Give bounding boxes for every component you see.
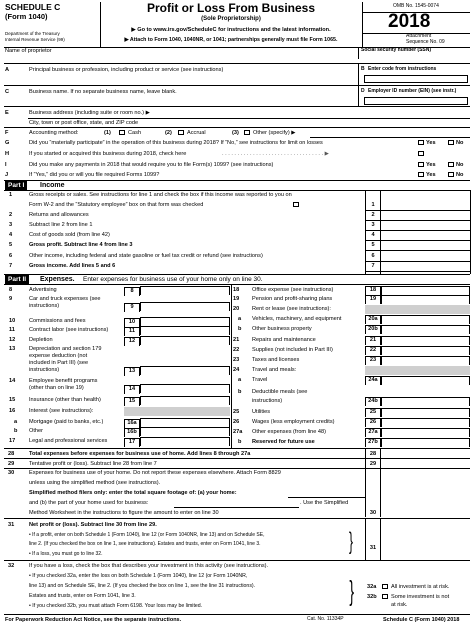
i-no-label: No <box>456 162 464 168</box>
part1-line-text: Gross receipts or sales. See instructions for line 1 and check the box if this income was reported to you on <box>29 192 292 198</box>
row-divider <box>365 271 470 272</box>
part2-label: Part II <box>5 275 29 284</box>
part2-line-number: a <box>14 419 18 425</box>
part2-line-number: 14 <box>9 378 16 384</box>
line-e-letter: E <box>5 110 9 116</box>
part1-box-label: 2 <box>371 212 375 218</box>
part2-amount-field[interactable] <box>381 376 470 385</box>
part2-line-number: 25 <box>233 409 240 415</box>
g-yes-label: Yes <box>426 140 436 146</box>
part2-line-number: b <box>238 326 242 332</box>
part1-line-number: 6 <box>9 253 13 259</box>
goto-instructions: ▶ Go to www.irs.gov/ScheduleC for instructions and the latest information. <box>131 27 331 33</box>
part2-amount-field[interactable] <box>381 325 470 334</box>
part2-box-label: 24b <box>365 397 381 406</box>
part2-line-text: Mortgage (paid to banks, etc.) <box>29 419 104 425</box>
part2-line-text: Travel and meals: <box>252 367 297 373</box>
part2-line-text: Car and truck expenses (see <box>29 296 101 302</box>
part2-line-text: Pension and profit-sharing plans <box>252 296 333 302</box>
line-31-amount[interactable] <box>381 544 469 552</box>
part2-line-text-cont: expense deduction (not <box>29 353 88 359</box>
part2-box-label: 16b <box>124 428 140 437</box>
part1-amount-field[interactable] <box>381 241 469 249</box>
i-no-checkbox[interactable] <box>448 162 454 167</box>
part1-line-number: 7 <box>9 263 13 269</box>
g-no-label: No <box>456 140 464 146</box>
part1-box-label: 6 <box>371 253 375 259</box>
j-yes-label: Yes <box>426 172 436 178</box>
part2-box-label: 13 <box>124 367 140 376</box>
line-32b-label: 32b <box>367 594 377 600</box>
accounting-method-label: Accounting method: <box>29 130 79 136</box>
part2-line-text: Other expenses (from line 48) <box>252 429 326 435</box>
line-f-letter: F <box>5 130 9 136</box>
part2-amount-field[interactable] <box>140 326 230 335</box>
part1-line-text: Gross income. Add lines 5 and 6 <box>29 263 116 269</box>
row-divider <box>365 250 470 251</box>
part2-line-number: 13 <box>9 346 16 352</box>
g-no-checkbox[interactable] <box>448 140 454 145</box>
part2-line-text: Employee benefit programs <box>29 378 98 384</box>
part1-line-text-cont: Form W-2 and the “Statutory employee” box on that form was checked <box>29 202 204 208</box>
part2-line-text: Depletion <box>29 337 53 343</box>
part2-amount-field[interactable] <box>140 366 230 375</box>
line-j-letter: J <box>5 172 9 178</box>
part2-line-number: 19 <box>233 296 240 302</box>
dept-label: Department of the Treasury <box>5 31 60 36</box>
line-31-text1: Net profit or (loss). Subtract line 30 from line 29. <box>29 522 157 528</box>
line-h-letter: H <box>5 151 10 157</box>
part2-amount-field[interactable] <box>381 356 470 365</box>
part1-line-text: Cost of goods sold (from line 42) <box>29 232 110 238</box>
part2-line-number: 15 <box>9 397 16 403</box>
part2-amount-field[interactable] <box>140 384 230 393</box>
part2-line-text: Contract labor (see instructions) <box>29 327 109 333</box>
line-30-text3: Simplified method filers only: enter the total square footage of: (a) your home: <box>29 490 237 496</box>
proprietor-label: Name of proprietor <box>5 48 52 54</box>
j-no-label: No <box>456 172 464 178</box>
part2-line-text: Supplies (not included in Part III) <box>252 347 333 353</box>
part2-amount-field[interactable] <box>140 437 230 446</box>
part2-amount-field[interactable] <box>381 336 470 345</box>
line-32b-text1: Some investment is not <box>391 594 450 600</box>
part2-line-number: 28 <box>8 451 15 457</box>
principal-business-field[interactable] <box>28 75 354 83</box>
part2-line-text: Reserved for future use <box>252 439 315 445</box>
part2-amount-field[interactable] <box>381 438 470 447</box>
part2-line-number: a <box>238 377 242 383</box>
part2-box-label: 25 <box>365 408 381 417</box>
part2-line-text: Utilities <box>252 409 271 415</box>
proprietor-name-field[interactable] <box>5 54 355 62</box>
part2-line-number: 16 <box>9 408 16 414</box>
part1-line-number: 4 <box>9 232 13 238</box>
part2-box-label: 12 <box>124 337 140 346</box>
line-e-text: Business address (including suite or room no.) ▶ <box>29 110 150 116</box>
attachment-label: Attachment <box>406 33 432 39</box>
line-a-text: Principal business or profession, including product or service (see instructions) <box>29 67 224 73</box>
part2-amount-field[interactable] <box>381 408 470 417</box>
part2-amount-field[interactable] <box>140 286 230 295</box>
line-32-number: 32 <box>8 563 15 569</box>
business-code-field[interactable] <box>364 75 468 83</box>
part2-line-text: Vehicles, machinery, and equipment <box>252 316 342 322</box>
part2-amount-field[interactable] <box>381 418 470 427</box>
part2-line-text-cont: included in Part III) (see <box>29 360 89 366</box>
part2-line-text: Interest (see instructions): <box>29 408 94 414</box>
part2-line-number: 11 <box>9 327 15 333</box>
part2-line-text: Repairs and maintenance <box>252 337 316 343</box>
part1-amount-field[interactable] <box>381 201 469 209</box>
g-yes-checkbox[interactable] <box>418 140 424 145</box>
tax-year: 2018 <box>388 11 431 32</box>
part2-amount-field[interactable] <box>381 397 470 406</box>
at-risk-all-checkbox[interactable] <box>382 584 388 589</box>
part1-box-label: 1 <box>371 202 375 208</box>
accrual-checkbox[interactable] <box>178 130 184 135</box>
line-32-text2: • If you checked 32a, enter the loss on both Schedule 1 (Form 1040), line 12 (or Form 1040NR, <box>29 573 248 579</box>
line-e-city-text: City, town or post office, state, and ZIP code <box>29 120 139 126</box>
form-subtitle: (Sole Proprietorship) <box>201 16 261 22</box>
part2-amount-field[interactable] <box>381 346 470 355</box>
line-c-letter: C <box>5 89 10 95</box>
part2-line-number: 8 <box>9 287 13 293</box>
part2-line-number: 18 <box>233 287 240 293</box>
form-label: (Form 1040) <box>5 12 48 21</box>
line-h-text: If you started or acquired this business during 2018, check here <box>29 151 187 157</box>
part2-box-label: 28 <box>369 451 377 457</box>
part2-amount-field[interactable] <box>381 286 470 295</box>
part2-amount-field[interactable] <box>140 396 230 405</box>
part2-line-text: Commissions and fees <box>29 318 86 324</box>
part1-box-label: 7 <box>371 263 375 269</box>
gray-cell <box>365 305 470 314</box>
part2-box-label: 24a <box>365 376 381 385</box>
part2-line-number: 26 <box>233 419 240 425</box>
line-31-text4: • If a loss, you must go to line 32. <box>29 551 103 557</box>
part2-line-text: Other business property <box>252 326 312 332</box>
part2-amount-field[interactable] <box>381 460 469 468</box>
part2-box-label: 21 <box>365 336 381 345</box>
part1-box-label: 4 <box>371 232 375 238</box>
part2-box-label: 19 <box>365 295 381 304</box>
option-3-label: (3) <box>232 130 239 136</box>
part2-box-label: 17 <box>124 438 140 447</box>
catalog-number: Cat. No. 11334P <box>307 616 344 622</box>
gray-cell <box>124 407 230 416</box>
option-2-label: (2) <box>165 130 172 136</box>
part2-box-label: 14 <box>124 385 140 394</box>
other-method-checkbox[interactable] <box>244 130 250 135</box>
part2-line-text: Deductible meals (see <box>252 389 308 395</box>
part2-line-text: Travel <box>252 377 268 383</box>
line-i-text: Did you make any payments in 2018 that would require you to file Form(s) 1099? (see instructions) <box>29 162 274 168</box>
part2-amount-field[interactable] <box>381 428 470 437</box>
h-checkbox[interactable] <box>418 151 424 156</box>
part2-line-text: Office expense (see instructions) <box>252 287 334 293</box>
line-32-text1: If you have a loss, check the box that describes your investment in this activity (see instructions). <box>29 563 269 569</box>
line-30-number: 30 <box>8 470 15 476</box>
part2-amount-field[interactable] <box>381 450 469 458</box>
part2-amount-field[interactable] <box>140 336 230 345</box>
part1-amount-field[interactable] <box>381 262 469 270</box>
part2-line-text-cont: (other than on line 19) <box>29 385 84 391</box>
ssn-field[interactable] <box>360 54 470 62</box>
part2-line-number: 21 <box>233 337 240 343</box>
part2-amount-field[interactable] <box>140 427 230 436</box>
line-32b-text2: at risk. <box>391 602 408 608</box>
line-b-letter: B <box>361 66 365 72</box>
line-31-text3: line 2. (If you checked the box on line 1, see instructions). Estates and trusts, enter on Form 1041, line 3. <box>29 541 261 547</box>
schedule-label: SCHEDULE C <box>5 2 61 12</box>
line-32-text4: Estates and trusts, enter on Form 1041, line 3. <box>29 593 136 599</box>
part2-box-label: 20b <box>365 325 381 334</box>
statutory-employee-checkbox[interactable] <box>293 202 299 207</box>
part2-line-number: b <box>238 439 242 445</box>
line-31-number: 31 <box>8 522 15 528</box>
part2-line-text: Wages (less employment credits) <box>252 419 335 425</box>
ein-field[interactable] <box>364 97 468 105</box>
part2-line-text: Total expenses before expenses for business use of home. Add lines 8 through 27a <box>29 451 251 457</box>
part2-box-label: 9 <box>124 303 140 312</box>
part2-subtitle: Enter expenses for business use of your home only on line 30. <box>83 276 263 283</box>
part1-box-label: 5 <box>371 242 375 248</box>
part2-box-label: 26 <box>365 418 381 427</box>
line-a-letter: A <box>5 67 10 73</box>
part2-amount-field[interactable] <box>140 418 230 427</box>
part1-line-text: Other income, including federal and state gasoline or fuel tax credit or refund (see instructions) <box>29 253 263 259</box>
line-30-text4: and (b) the part of your home used for business: <box>29 500 149 506</box>
part1-amount-field[interactable] <box>381 252 469 260</box>
part2-line-number: a <box>238 316 242 322</box>
part2-box-label: 16a <box>124 419 140 428</box>
line-g-letter: G <box>5 140 10 146</box>
part2-line-number: 27a <box>233 429 243 435</box>
i-yes-checkbox[interactable] <box>418 162 424 167</box>
line-30-text2: unless using the simplified method (see instructions). <box>29 480 161 486</box>
cash-checkbox[interactable] <box>119 130 125 135</box>
other-method-label: Other (specify) ▶ <box>253 130 296 136</box>
line-30-box-label: 30 <box>369 510 377 516</box>
line-j-text: If “Yes,” did you or will you file required Forms 1099? <box>29 172 160 178</box>
line-g-text: Did you “materially participate” in the operation of this business during 2018? If “No,” see instructions for limit on losses <box>29 140 323 146</box>
ssn-label: Social security number (SSN) <box>361 47 432 53</box>
line-32a-label: 32a <box>367 584 377 590</box>
part2-line-number: 23 <box>233 357 240 363</box>
part2-box-label: 10 <box>124 318 140 327</box>
line-b-text: Enter code from instructions <box>368 66 437 72</box>
part2-line-number: 29 <box>8 461 15 467</box>
i-yes-label: Yes <box>426 162 436 168</box>
part1-line-number: 5 <box>9 242 13 248</box>
part2-line-text-cont: instructions) <box>252 398 283 404</box>
footer-form-id: Schedule C (Form 1040) 2018 <box>383 617 460 623</box>
part2-line-number: 20 <box>233 306 240 312</box>
line-32-text5: • If you checked 32b, you must attach Form 6198. Your loss may be limited. <box>29 603 203 609</box>
line-30-text5: Method Worksheet in the instructions to figure the amount to enter on line 30 <box>29 510 219 516</box>
part2-line-number: 24 <box>233 367 240 373</box>
part2-amount-field[interactable] <box>381 295 470 304</box>
part1-line-number: 3 <box>9 222 13 228</box>
part2-line-text-cont: instructions) <box>29 303 60 309</box>
attach-instructions: ▶ Attach to Form 1040, 1040NR, or 1041; partnerships generally must file Form 1065. <box>124 37 338 43</box>
part1-line-number: 2 <box>9 212 13 218</box>
part2-amount-field[interactable] <box>140 317 230 326</box>
part2-line-text: Other <box>29 428 43 434</box>
line-31-box-label: 31 <box>369 545 377 551</box>
part1-label: Part I <box>5 181 27 190</box>
part2-box-label: 23 <box>365 356 381 365</box>
part2-line-number: b <box>238 389 242 395</box>
option-1-label: (1) <box>104 130 111 136</box>
part1-amount-field[interactable] <box>381 231 469 239</box>
part2-line-text: Legal and professional services <box>29 438 108 444</box>
part2-box-label: 22 <box>365 346 381 355</box>
part1-title: Income <box>40 182 65 189</box>
part1-amount-field[interactable] <box>381 211 469 219</box>
schedule-c-form: SCHEDULE C (Form 1040) Department of the Treasury Internal Revenue Service (99) Profit or Loss From Business (Sole Proprietorship) ▶ Go to www.irs.gov/ScheduleC for instructions and the latest information. ▶ Attach to Form 1040, 1040NR, or 1041; partnerships generally must file Form 1065. OMB No. 1545-0074 2018 Attachment Sequence No. 09 Name of proprietor Social security number (SSN) A Principal business or profession, including product or service (see instructions) B Enter code from instructions C Business name. If no separate business name, leave blank. D Employer ID number (EIN) (see instr.) E Business address (including suite or room no.) ▶ City, town or post office, state, and ZIP code F Accounting method: (1) Cash (2) Accrual (3) Other (specify) ▶ G Did you “materially participate” in the operation of this business during 2018? If “No,” see instructions for limit on losses Yes No H If you started or acquired this business during 2018, check here . . . . . . . . . . . . . . . . . . . . . . . . . . . . . . . . . ▶ I Did you make any payments in 2018 that would require you to file Form(s) 1099? (see instructions) Yes No J If “Yes,” did you or will you file required Forms 1099? Yes No Part I Income 1 Gross receipts or sales. See instructions for line 1 and check the box if this income was reported to you on Form W-2 and the “Statutory employee” box on that form was checked 1 2 Returns and allowances 2 3 Subtract line 2 from line 1 3 4 Cost of goods sold (from line 42) 4 5 Gross profit. Subtract line 4 from line 3 5 6 Other income, including federal and state gasoline or fuel tax credit or refund (see instructions) 6 7 Gross income. Add lines 5 and 6 7 Part II Expenses. Enter expenses for business use of your home only on line 30. 8 Advertising 8 9 Car and truck expenses (see instructions) 9 10 Commissions and fees 10 11 Contract labor (see instructions) 11 12 Depletion 12 13 Depreciation and section 179 expense deduction (not included in Part III) (see instructions) 13 14 Employee benefit programs (other than on line 19) 14 15 Insurance (other than health) 15 16 Interest (see instructions): a Mortgage (paid to banks, etc.) 16a b Other 16b 17 Legal and professional services 17 18 Office expense (see instructions) 18 19 Pension and profit-sharing plans 19 20 Rent or lease (see instructions): a Vehicles, machinery, and equipment 20a b Other business property 20b 21 Repairs and maintenance 21 22 Supplies (not included in Part III) 22 23 Taxes and licenses 23 24 Travel and meals: a Travel 24a b Deductible meals (see instructions) 24b 25 Utilities 25 26 Wages (less employment credits) 26 27a Other expenses (from line 48) 27a b Reserved for future use 27b 28 Total expenses before expenses for business use of home. Add lines 8 through 27a 28 29 Tentative profit or (loss). Subtract line 28 from line 7 29 30 Expenses for business use of your home. Do not report these expenses elsewhere. Attach Form 8829 unless using the simplified method (see instructions). Simplified method filers only: enter the total square footage of: (a) your home: and (b) the part of your home used for business: . Use the Simplified Method Worksheet in the instructions to figure the amount to enter on line 30 30 31 Net profit or (loss). Subtract line 30 from line 29. • If a profit, enter on both Schedule 1 (Form 1040), line 12 (or Form 1040NR, line 13) and on Schedule SE, line 2. (If you checked the box on line 1, see instructions). Estates and trusts, enter on Form 1041, line 3. • If a loss, you must go to line 32. } 31 32 If you have a loss, check the box that describes your investment in this activity (see instructions). • If you checked 32a, enter the loss on both Schedule 1 (Form 1040), line 12 (or Form 1040NR, line 13) and on Schedule SE, line 2. (If you checked the box on line 1, see the line 31 instructions). Estates and trusts, enter on Form 1041, line 3. • If you checked 32b, you must attach Form 6198. Your loss may be limited. } 32a All investment is at risk. 32b Some investment is not at risk. For Paperwork Reduction Act Notice, see the separate instructions. Cat. No. 11334P Schedule C (Form 1040) 2018 <box>0 0 474 629</box>
cash-label: Cash <box>128 130 142 136</box>
line-30-text1: Expenses for business use of your home. Do not report these expenses elsewhere. Attach Form 8829 <box>29 470 281 476</box>
part2-line-number: 10 <box>9 318 16 324</box>
part2-amount-field[interactable] <box>381 315 470 324</box>
gray-cell <box>365 366 470 375</box>
part2-line-text: Tentative profit or (loss). Subtract line 28 from line 7 <box>29 461 157 467</box>
part2-line-number: 9 <box>9 296 13 302</box>
line-32a-text: All investment is at risk. <box>391 584 450 590</box>
j-no-checkbox[interactable] <box>448 172 454 177</box>
part2-line-text: Insurance (other than health) <box>29 397 101 403</box>
part2-line-number: 12 <box>9 337 16 343</box>
part2-line-text: Advertising <box>29 287 57 293</box>
row-divider <box>4 468 470 469</box>
part2-box-label: 11 <box>124 327 140 336</box>
part2-title: Expenses. <box>40 276 75 283</box>
part1-amount-field[interactable] <box>381 221 469 229</box>
irs-label: Internal Revenue Service (99) <box>5 37 65 42</box>
part2-line-number: b <box>14 428 18 434</box>
line-32-text3: line 13) and on Schedule SE, line 2. (If you checked the box on line 1, see the line 31 instructions). <box>29 583 256 589</box>
line-d-text: Employer ID number (EIN) (see instr.) <box>368 88 457 94</box>
j-yes-checkbox[interactable] <box>418 172 424 177</box>
part2-line-text: Rent or lease (see instructions): <box>252 306 331 312</box>
part2-box-label: 8 <box>124 287 140 296</box>
at-risk-some-checkbox[interactable] <box>382 594 388 599</box>
part2-box-label: 27b <box>365 438 381 447</box>
accrual-label: Accrual <box>187 130 206 136</box>
line-30-text4b: . Use the Simplified <box>300 500 349 506</box>
business-name-field[interactable] <box>28 96 354 104</box>
part2-line-number: 22 <box>233 347 240 353</box>
line-i-letter: I <box>5 162 7 168</box>
part2-box-label: 18 <box>365 286 381 295</box>
row-divider <box>4 458 470 459</box>
form-title: Profit or Loss From Business <box>146 1 316 15</box>
line-d-letter: D <box>361 88 365 94</box>
line-30-amount[interactable] <box>381 509 469 517</box>
part1-line-text: Gross profit. Subtract line 4 from line 3 <box>29 242 133 248</box>
part2-box-label: 20a <box>365 315 381 324</box>
footer-notice: For Paperwork Reduction Act Notice, see the separate instructions. <box>5 617 182 623</box>
part2-amount-field[interactable] <box>140 302 230 311</box>
sequence-number: Sequence No. 09 <box>406 39 445 45</box>
part1-box-label: 3 <box>371 222 375 228</box>
part2-line-text: Taxes and licenses <box>252 357 300 363</box>
part1-line-text: Subtract line 2 from line 1 <box>29 222 93 228</box>
part2-line-text: Depreciation and section 179 <box>29 346 102 352</box>
part2-box-label: 29 <box>369 461 377 467</box>
part2-box-label: 15 <box>124 397 140 406</box>
part1-line-text: Returns and allowances <box>29 212 89 218</box>
line-31-text2: • If a profit, enter on both Schedule 1 (Form 1040), line 12 (or Form 1040NR, line 13) and on Schedule SE, <box>29 532 265 538</box>
part2-line-text-cont: instructions) <box>29 367 60 373</box>
line-c-text: Business name. If no separate business name, leave blank. <box>29 89 177 95</box>
part1-line-number: 1 <box>9 192 13 198</box>
part2-box-label: 27a <box>365 428 381 437</box>
omb-number: OMB No. 1545-0074 <box>393 3 439 9</box>
part2-line-number: 17 <box>9 438 16 444</box>
